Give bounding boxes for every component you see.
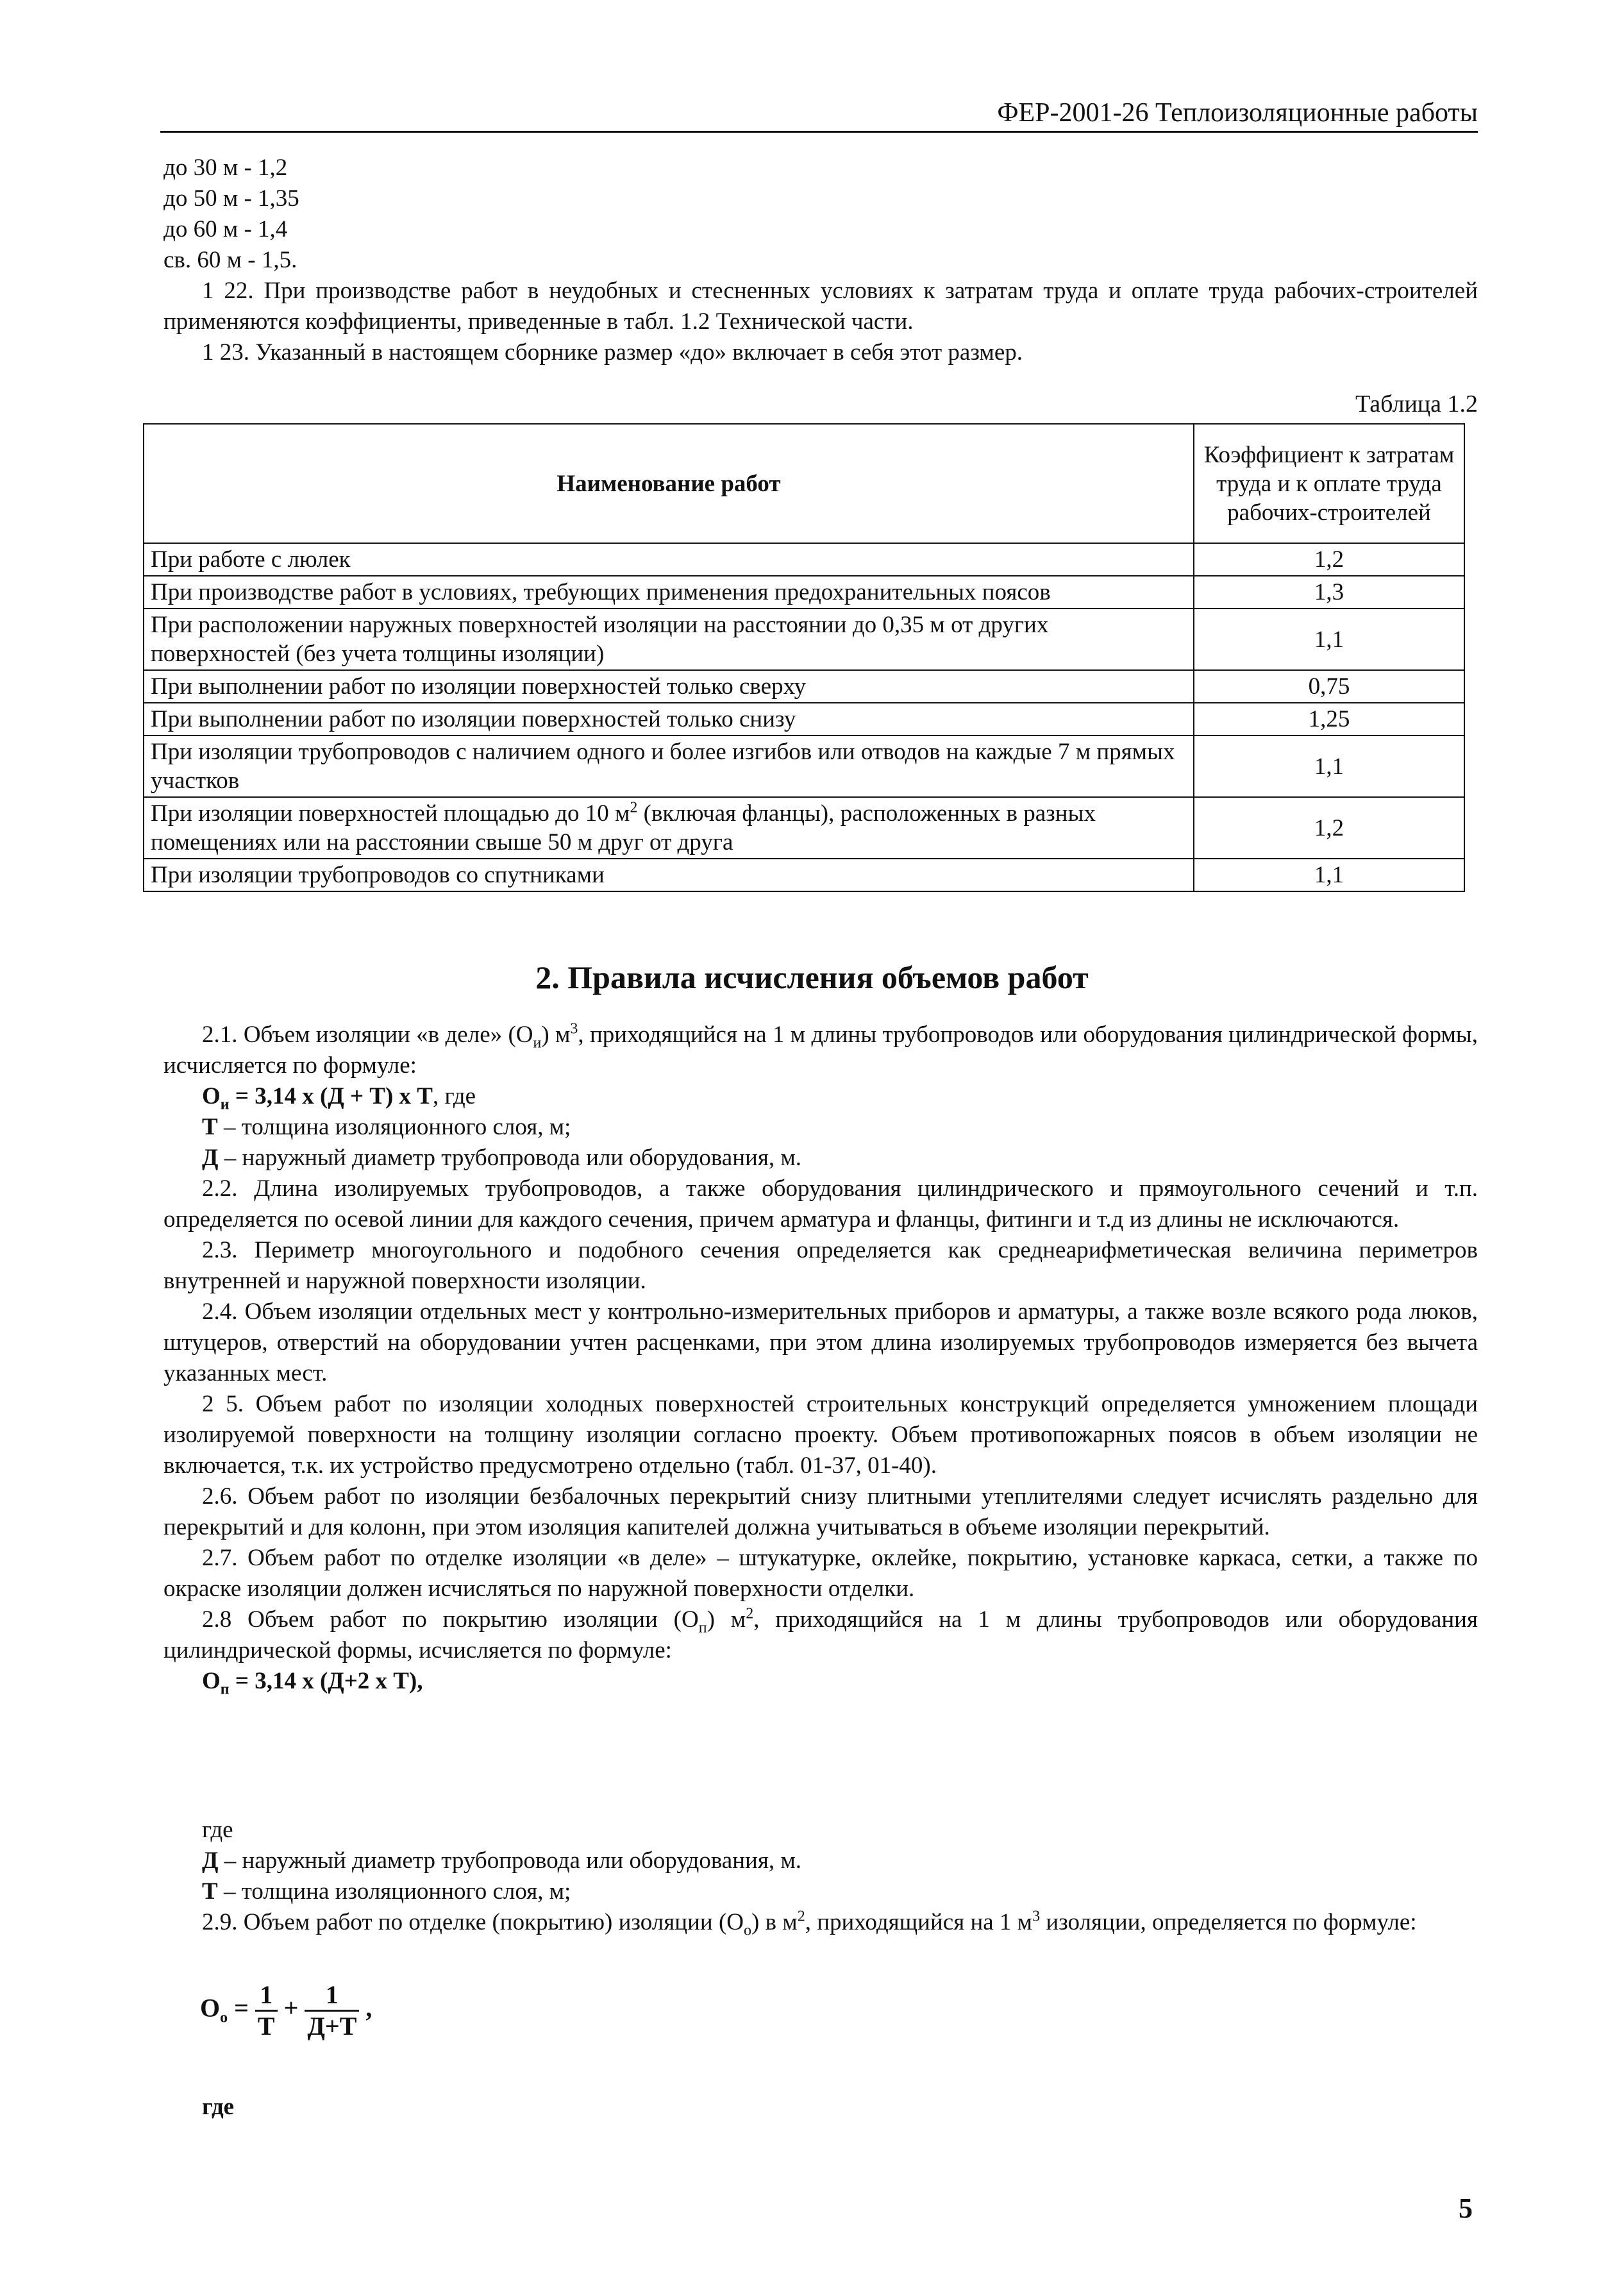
coefficient-value: 1,1	[1194, 859, 1464, 891]
text-run: О	[202, 1668, 221, 1694]
table-row	[144, 670, 1464, 703]
section-title: 2. Правила исчисления объемов работ	[535, 959, 1089, 995]
numerator: 1	[255, 1980, 278, 2012]
text-run: – толщина изоляционного слоя, м;	[217, 1114, 571, 1140]
table-caption: Таблица 1.2	[1355, 391, 1478, 417]
symbol: Д	[202, 1145, 219, 1171]
where-label: где	[202, 2094, 235, 2120]
text-run: ) м	[541, 1022, 571, 1048]
table-row	[144, 609, 1464, 670]
superscript: 2	[746, 1605, 754, 1622]
superscript: 2	[630, 799, 638, 816]
header-title: ФЕР-2001-26 Теплоизоляционные работы	[997, 98, 1478, 128]
text-run: ) в м	[751, 1909, 798, 1935]
column-header-coefficient: Коэффициент к затратам труда и к оплате труда рабочих-строителей	[1194, 424, 1464, 543]
symbol: Т	[202, 1114, 218, 1140]
paragraph-2-6: 2.6. Объем работ по изоляции безбалочных перекрытий снизу плитными утеплителями следует исчислять раздельно для перекрытий и для колонн, при этом изоляция капителей должна учитываться в объеме изоляции перекрытий.	[163, 1483, 1478, 1540]
text-run: ,	[359, 1993, 373, 2023]
work-name: При выполнении работ по изоляции поверхностей только сверху	[144, 670, 1194, 703]
text-run: 2.8 Объем работ по покрытию изоляции (О	[202, 1606, 699, 1633]
table-row	[144, 859, 1464, 891]
paragraph-2-1	[163, 1020, 1478, 1081]
page-number: 5	[1459, 2192, 1473, 2224]
paragraph-2-7: 2.7. Объем работ по отделке изоляции «в деле» – штукатурке, оклейке, покрытию, установке каркаса, сетки, а также по окраске изоляции должен исчисляться по наружной поверхности отделки.	[163, 1545, 1478, 1602]
fraction	[255, 1980, 278, 2041]
text-run: – наружный диаметр трубопровода или оборудования, м.	[218, 1145, 802, 1171]
coefficient-list	[163, 153, 1478, 276]
list-item: до 30 м - 1,2	[163, 155, 288, 181]
text-run: О	[200, 1993, 221, 2023]
text-run: , приходящийся на 1 м	[805, 1909, 1033, 1935]
work-name-part: При изоляции поверхностей площадью до 10 м	[151, 800, 630, 827]
formula-2	[163, 1666, 1478, 1697]
symbol: Т	[202, 1878, 218, 1905]
text-run: 2.9. Объем работ по отделке (покрытию) изоляции (О	[202, 1909, 744, 1935]
superscript: 3	[1032, 1908, 1041, 1925]
text-run: , приходящийся на 1 м длины трубопроводов или оборудования цилиндрической формы, исчисляется по формуле:	[163, 1022, 1478, 1079]
paragraph-2-4: 2.4. Объем изоляции отдельных мест у контрольно-измерительных приборов и арматуры, а также возле всякого рода люков, штуцеров, отверстий на оборудовании учтен расценками, при этом длина изолируемых трубопроводов измеряется без вычета указанных мест.	[163, 1299, 1478, 1386]
coefficient-value: 1,3	[1194, 576, 1464, 609]
text-run: , где	[432, 1083, 476, 1109]
subscript: п	[698, 1619, 707, 1637]
paragraph-2-8	[163, 1604, 1478, 1666]
subscript: п	[220, 1681, 230, 1698]
subscript: о	[220, 2009, 228, 2026]
coefficient-value: 1,1	[1194, 609, 1464, 670]
subscript: и	[533, 1034, 542, 1052]
paragraph-2-9	[163, 1907, 1478, 1938]
table-row	[144, 576, 1464, 609]
work-name: При выполнении работ по изоляции поверхностей только снизу	[144, 703, 1194, 736]
numerator: 1	[305, 1980, 359, 2012]
work-name: При производстве работ в условиях, требующих применения предохранительных поясов	[144, 576, 1194, 609]
section-2-body-c	[163, 2092, 1478, 2123]
definition-d	[163, 1846, 1478, 1876]
definition-t	[163, 1876, 1478, 1907]
paragraph-1-23: 1 23. Указанный в настоящем сборнике размер «до» включает в себя этот размер.	[202, 339, 1023, 366]
definition-t	[163, 1112, 1478, 1143]
superscript: 2	[797, 1908, 805, 1925]
work-name: При изоляции трубопроводов с наличием одного и более изгибов или отводов на каждые 7 м прямых участков	[144, 736, 1194, 797]
subscript: и	[220, 1096, 230, 1113]
list-item: св. 60 м - 1,5.	[163, 247, 297, 273]
text-run: изоляции, определяется по формуле:	[1040, 1909, 1417, 1935]
coefficient-value: 1,2	[1194, 797, 1464, 859]
text-run: – толщина изоляционного слоя, м;	[217, 1878, 571, 1905]
text-run: =	[228, 1993, 255, 2023]
text-run: 2.1. Объем изоляции «в деле» (О	[202, 1022, 533, 1048]
work-name: При изоляции трубопроводов со спутниками	[144, 859, 1194, 891]
text-run: , приходящийся на 1 м длины трубопроводов или оборудования цилиндрической формы, исчисляется по формуле:	[163, 1606, 1478, 1663]
coefficient-value: 0,75	[1194, 670, 1464, 703]
work-name: При расположении наружных поверхностей изоляции на расстоянии до 0,35 м от других поверхностей (без учета толщины изоляции)	[144, 609, 1194, 670]
table-row	[144, 736, 1464, 797]
symbol: Д	[202, 1847, 219, 1874]
definition-d	[163, 1143, 1478, 1174]
paragraph-1-22: 1 22. При производстве работ в неудобных и стесненных условиях к затратам труда и оплате труда рабочих-строителей применяются коэффициенты, приведенные в табл. 1.2 Технической части.	[163, 278, 1478, 335]
work-name	[144, 797, 1194, 859]
denominator: Д+Т	[307, 2012, 357, 2041]
text-run: ) м	[707, 1606, 746, 1633]
running-header	[160, 91, 1478, 133]
work-name: При работе с люлек	[144, 543, 1194, 576]
where-label: где	[202, 1817, 233, 1843]
table-header-row	[144, 424, 1464, 543]
fraction	[305, 1980, 359, 2041]
subscript: о	[743, 1922, 751, 1939]
list-item: до 50 м - 1,35	[163, 185, 299, 212]
column-header-work: Наименование работ	[144, 424, 1194, 543]
list-item: до 60 м - 1,4	[163, 216, 288, 242]
table-row	[144, 797, 1464, 859]
table-row	[144, 543, 1464, 576]
text-run: +	[283, 1993, 305, 2023]
coefficient-value: 1,25	[1194, 703, 1464, 736]
coefficients-table	[143, 423, 1465, 892]
paragraph-2-5: 2 5. Объем работ по изоляции холодных поверхностей строительных конструкций определяется умножением площади изолируемой поверхности на толщину изоляции согласно проекту. Объем противопожарных поясов в объем изоляции не включается, т.к. их устройство предусмотрено отдельно (табл. 01-37, 01-40).	[163, 1391, 1478, 1479]
work-name-part: (включая фланцы), расположенных в разных помещениях или на расстоянии свыше 50 м друг от друга	[151, 800, 1096, 855]
coefficient-value: 1,1	[1194, 736, 1464, 797]
clauses-122-123	[163, 276, 1478, 368]
text-run: – наружный диаметр трубопровода или оборудования, м.	[218, 1847, 802, 1874]
formula-3	[200, 1980, 372, 2041]
denominator: Т	[257, 2012, 275, 2041]
formula-1	[163, 1081, 1478, 1112]
text-run: = 3,14 х (Д+2 х Т),	[229, 1668, 423, 1694]
paragraph-2-3: 2.3. Периметр многоугольного и подобного сечения определяется как среднеарифметическая величина периметров внутренней и наружной поверхности изоляции.	[163, 1237, 1478, 1294]
section-2-body-b	[163, 1815, 1478, 1938]
superscript: 3	[570, 1020, 578, 1038]
paragraph-2-2: 2.2. Длина изолируемых трубопроводов, а также оборудования цилиндрического и прямоугольного сечений и т.п. определяется по осевой линии для каждого сечения, причем арматура и фланцы, фитинги и т.д из длины не исключаются.	[163, 1175, 1478, 1233]
section-2-body-a	[163, 1020, 1478, 1697]
coefficient-value: 1,2	[1194, 543, 1464, 576]
table-row	[144, 703, 1464, 736]
text-run: О	[202, 1083, 221, 1109]
text-run: = 3,14 х (Д + Т) х Т	[229, 1083, 433, 1109]
